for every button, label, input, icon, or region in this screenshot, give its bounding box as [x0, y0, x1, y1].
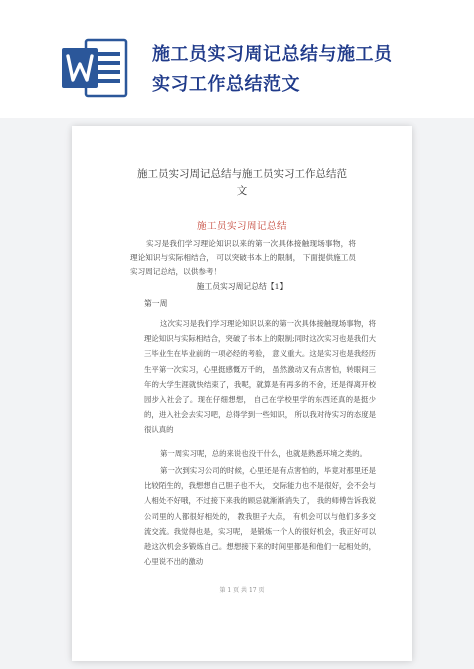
body-paragraph-2: 第一周实习呢，总的来说也没干什么，也就是熟悉环境之类的。	[160, 449, 367, 458]
document-title	[152, 40, 462, 100]
body-paragraph-3: 第一次到实习公司的时候，心里还是有点害怕的，毕竟对那里还是比较陌生的，我想想自己胆子也不大， 交际能力也不是很好，会不会与人相处不好哦，不过接下来我的顾忌就渐渐消失了， 我的师傅告诉我说公司里的人都很好相处的， 教我胆子大点， 有机会可以与他们多多交流交流。我觉得也是，实习呢， 是锻炼一个人的很好机会，我正好可以趁这次机会多锻炼自己。想想接下来的时间里都是和他们一起相处的，心里说不出的激动	[144, 466, 376, 567]
week-label: 第一周	[144, 299, 168, 308]
body-paragraph-1: 这次实习是我们学习理论知识以来的第一次具体接触现场事物，将理论知识与实际相结合，突破了书本上的限制;同时这次实习也是我们大三毕业生在毕业前的一项必经的考验， 意义重大。这是实习也是我经历生平第一次实习，心里挺感慨万千的， 虽然激动又有点害怕，转眼间三年的大学生涯就快结束了，我呢，就算是有再多的不舍，还是得离开校园步入社会了。现在仔细想想， 自己在学校里学的东西还真的是挺少的，进入社会去实习吧，总得学到一些知识， 所以我对待实习的态度是很认真的	[144, 319, 376, 435]
doc-heading	[130, 166, 354, 200]
section-title: 施工员实习周记总结	[196, 221, 287, 232]
title-line-1: 施工员实习周记总结与施工员	[152, 44, 393, 65]
word-document-icon	[60, 38, 128, 98]
sub-heading: 施工员实习周记总结【1】	[196, 282, 288, 291]
document-page	[72, 126, 412, 661]
doc-heading-line-1: 施工员实习周记总结与施工员实习工作总结范	[137, 168, 347, 180]
header	[0, 0, 474, 118]
page-number: 第 1 页 共 17 页	[219, 587, 265, 594]
doc-heading-line-2: 文	[236, 185, 248, 197]
intro-paragraph: 实习是我们学习理论知识以来的第一次具体接触现场事物，将理论知识与实际相结合， 可以突破书本上的限制， 下面提供施工员实习周记总结，以供参考！	[130, 239, 356, 276]
title-line-2: 实习工作总结范文	[152, 74, 300, 95]
